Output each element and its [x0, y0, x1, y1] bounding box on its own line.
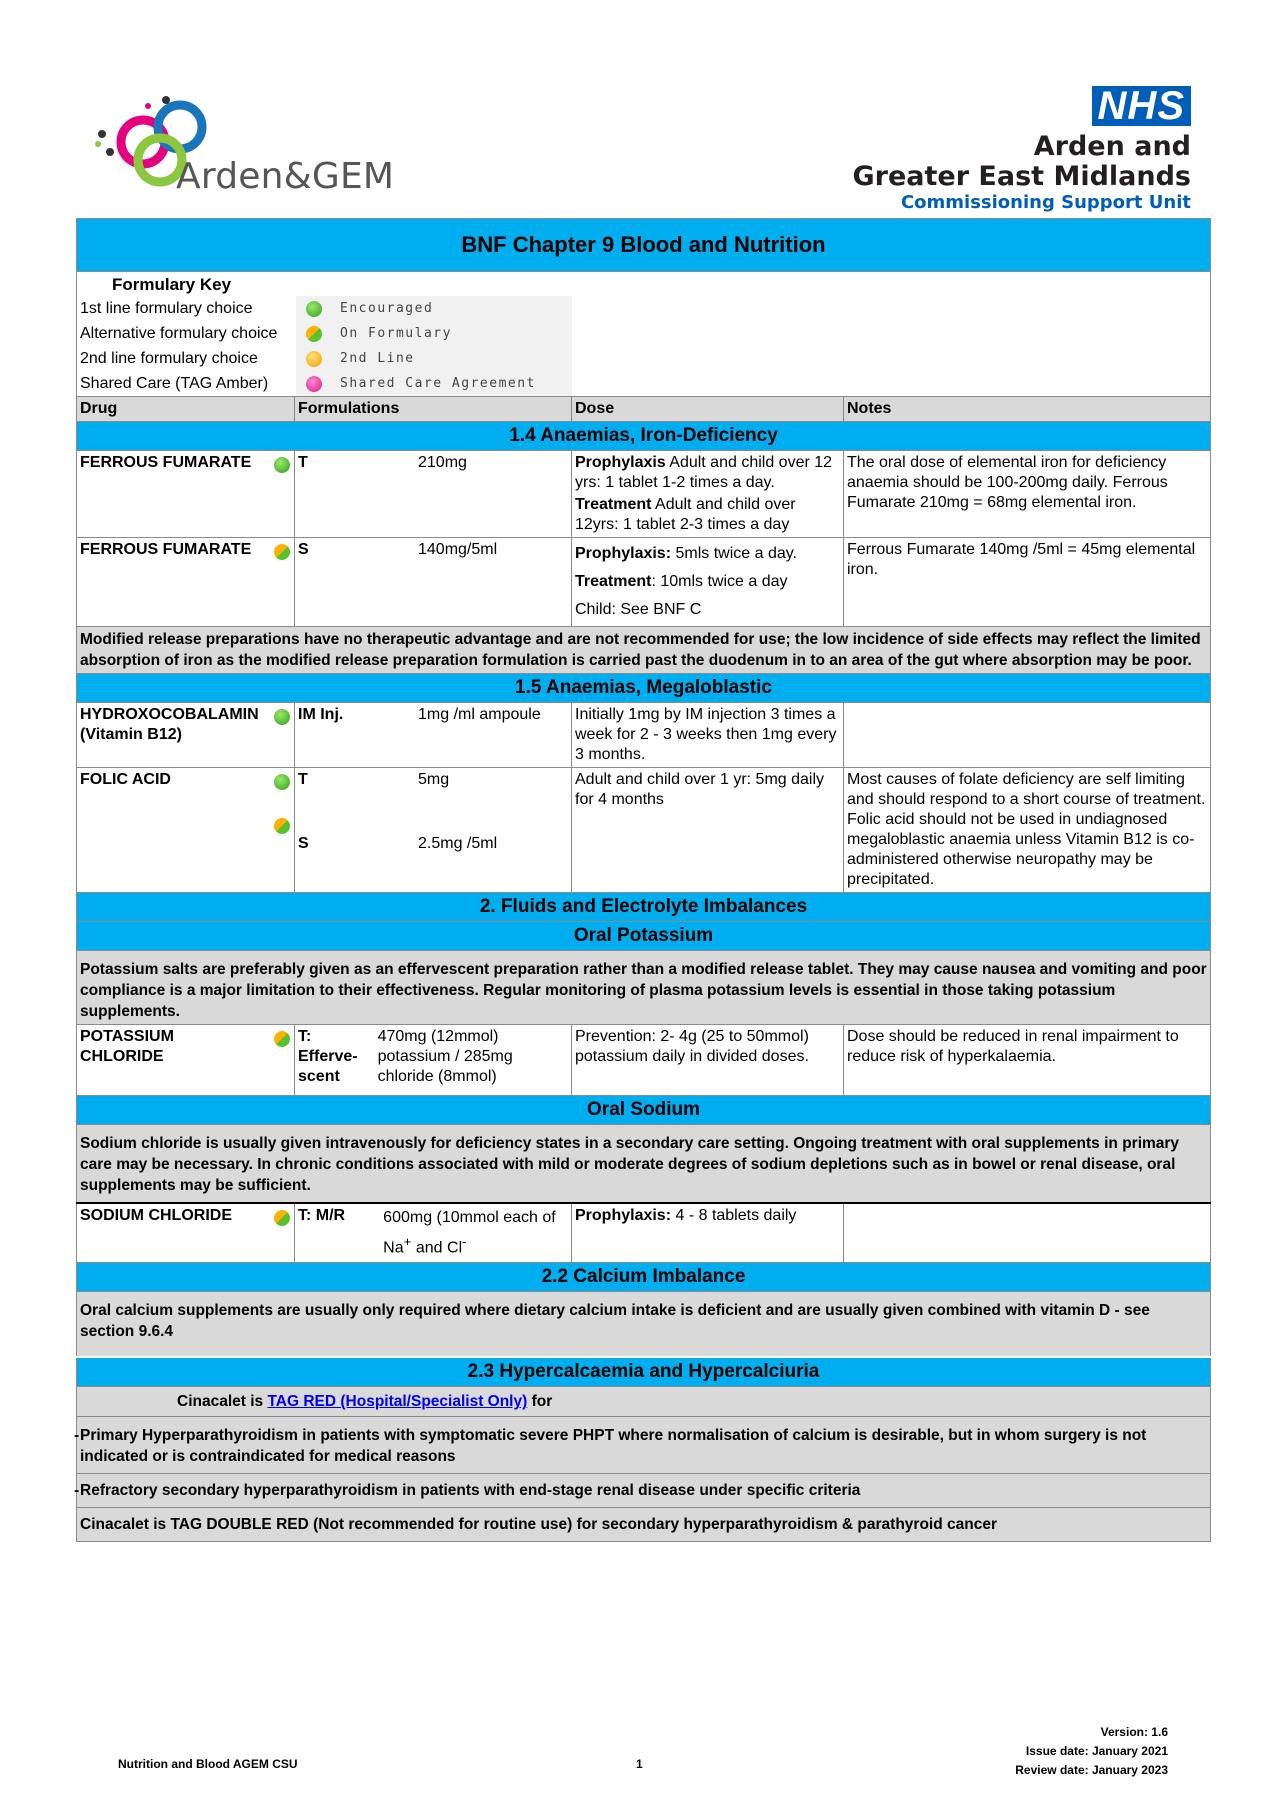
- notes-text: Most causes of folate deficiency are self limiting and should respond to a short course of treatment. Folic acid should not be used in undiagnosed megaloblastic anaemia unless Vitamin B12 is co-administered otherwise neuropathy may be precipitated.: [844, 768, 1211, 893]
- cinacalet-double-red: Cinacalet is TAG DOUBLE RED (Not recommended for routine use) for secondary hyperparathyroidism & parathyroid cancer: [77, 1508, 1211, 1542]
- formulation-code: S: [298, 835, 309, 852]
- cinacalet-bullet-2: - Refractory secondary hyperparathyroidism in patients with end-stage renal disease under specific criteria: [77, 1474, 1211, 1508]
- nhs-org-line2: Greater East Midlands: [852, 161, 1191, 192]
- encouraged-icon: [274, 774, 290, 790]
- formulation-code: T: Efferve-scent: [298, 1028, 358, 1085]
- dose-text: 5mls twice a day.: [671, 545, 797, 562]
- footer-page-number: 1: [636, 1757, 643, 1771]
- section-1-4-title: 1.4 Anaemias, Iron-Deficiency: [77, 422, 1211, 451]
- notes-text: [844, 1203, 1211, 1263]
- dose-label: Prophylaxis: [575, 454, 666, 471]
- key-legend: [296, 296, 571, 396]
- section-2-3-title: 2.3 Hypercalcaemia and Hypercalciuria: [77, 1357, 1211, 1387]
- dose-label: Treatment: [575, 496, 652, 513]
- formulation-strength: 470mg (12mmol) potassium / 285mg chloride (8mmol): [377, 1028, 513, 1085]
- formulary-table: [76, 218, 1211, 1542]
- section-1-4-note: Modified release preparations have no therapeutic advantage and are not recommended for use; the low incidence of side effects may reflect the limited absorption of iron as the modified release preparation formulation is carried past the duodenum in to an area of the gut where absorption may be poor.: [77, 627, 1211, 674]
- formulation-code: T: [298, 771, 308, 788]
- cinacalet-intro: Cinacalet is: [177, 1393, 268, 1411]
- footer-version: Version: 1.6: [1100, 1725, 1168, 1739]
- drug-name: POTASSIUM CHLORIDE: [80, 1028, 174, 1065]
- drug-name: FERROUS FUMARATE: [80, 454, 252, 471]
- col-dose: Dose: [572, 397, 844, 422]
- col-drug: Drug: [77, 397, 295, 422]
- on-formulary-icon: [274, 818, 290, 834]
- nhs-badge: NHS: [1092, 86, 1191, 126]
- nhs-org-line3: Commissioning Support Unit: [900, 192, 1191, 213]
- column-headers: [77, 397, 1211, 422]
- formulation-strength: 140mg/5ml: [418, 541, 498, 558]
- table-row: [77, 1203, 1211, 1263]
- table-row: [77, 538, 1211, 627]
- drug-name: FOLIC ACID: [80, 771, 171, 788]
- oral-sodium-title: Oral Sodium: [77, 1096, 1211, 1125]
- notes-text: Dose should be reduced in renal impairment to reduce risk of hyperkalaemia.: [844, 1025, 1211, 1096]
- footer-version-block: [1015, 1723, 1168, 1780]
- dose-text: Adult and child over 1 yr: 5mg daily for 4 months: [572, 768, 844, 893]
- legend-shared-care: Shared Care Agreement: [340, 376, 536, 391]
- table-row: [77, 451, 1211, 538]
- notes-text: Ferrous Fumarate 140mg /5ml = 45mg elemental iron.: [844, 538, 1211, 627]
- formulation-code: S: [298, 541, 309, 558]
- nhs-org-line1: Arden and: [1033, 131, 1191, 162]
- on-formulary-icon: [274, 1210, 290, 1226]
- table-row: [77, 768, 1211, 893]
- drug-name: SODIUM CHLORIDE: [80, 1207, 232, 1224]
- 2nd-line-icon: [306, 351, 322, 367]
- formulation-strength: 1mg /ml ampoule: [418, 706, 541, 723]
- formulation-code: T: M/R: [298, 1207, 346, 1224]
- on-formulary-icon: [274, 544, 290, 560]
- agem-logo-text: Arden&GEM: [176, 156, 395, 197]
- on-formulary-icon: [274, 1031, 290, 1047]
- dose-label: Treatment: [575, 573, 652, 590]
- formulation-code: T: [298, 454, 308, 471]
- shared-care-icon: [306, 376, 322, 392]
- drug-name: FERROUS FUMARATE: [80, 541, 252, 558]
- key-label-1st-line: 1st line formulary choice: [80, 300, 253, 317]
- dose-text: 4 - 8 tablets daily: [671, 1207, 797, 1224]
- formulary-key: [77, 272, 1211, 397]
- notes-text: [844, 703, 1211, 768]
- key-heading: Formulary Key: [112, 275, 232, 294]
- encouraged-icon: [274, 457, 290, 473]
- footer-review-date: Review date: January 2023: [1015, 1763, 1168, 1777]
- formulation-code: IM Inj.: [298, 706, 344, 723]
- encouraged-icon: [306, 301, 322, 317]
- section-2-2-title: 2.2 Calcium Imbalance: [77, 1263, 1211, 1292]
- oral-potassium-note: Potassium salts are preferably given as an effervescent preparation rather than a modified release tablet. They may cause nausea and vomiting and poor compliance is a major limitation to their effectiveness. Regular monitoring of plasma potassium levels is essential in those taking potassium supplements.: [77, 951, 1211, 1025]
- table-row: [77, 703, 1211, 768]
- formulation-sup: -: [462, 1234, 467, 1249]
- dose-text: Child: See BNF C: [575, 601, 702, 618]
- formulation-strength: 600mg (10mmol each of Na: [383, 1209, 556, 1257]
- tag-red-link[interactable]: TAG RED (Hospital/Specialist Only): [267, 1393, 528, 1411]
- col-formulations: Formulations: [295, 397, 572, 422]
- footer-issue-date: Issue date: January 2021: [1025, 1744, 1168, 1758]
- dose-text: : 10mls twice a day: [651, 573, 788, 590]
- section-2-2-note: Oral calcium supplements are usually only required where dietary calcium intake is deficient and are usually given combined with vitamin D - see section 9.6.4: [77, 1292, 1211, 1358]
- section-1-5-title: 1.5 Anaemias, Megaloblastic: [77, 674, 1211, 703]
- legend-2nd-line: 2nd Line: [340, 351, 415, 366]
- section-2-title: 2. Fluids and Electrolyte Imbalances: [77, 893, 1211, 922]
- dose-label: Prophylaxis:: [575, 1207, 672, 1224]
- page-title: BNF Chapter 9 Blood and Nutrition: [77, 219, 1211, 272]
- dose-label: Prophylaxis:: [575, 545, 672, 562]
- formulation-strength: 5mg: [418, 771, 450, 788]
- dose-text: Adult and child over 12yrs: 1 tablet 2-3 times a day: [575, 496, 796, 533]
- drug-name: HYDROXOCOBALAMIN (Vitamin B12): [80, 706, 259, 743]
- formulation-sup: +: [403, 1234, 412, 1249]
- dose-text: Adult and child over 12 yrs: 1 tablet 1-2 times a day.: [575, 454, 833, 491]
- oral-potassium-title: Oral Potassium: [77, 922, 1211, 951]
- formulation-strength: and Cl: [411, 1239, 463, 1257]
- on-formulary-icon: [306, 326, 322, 342]
- col-notes: Notes: [844, 397, 1211, 422]
- cinacalet-bullet-1: - Primary Hyperparathyroidism in patients with symptomatic severe PHPT where normalisation of calcium is desirable, but in whom surgery is not indicated or is contraindicated for medical reasons: [77, 1417, 1211, 1474]
- notes-text: The oral dose of elemental iron for deficiency anaemia should be 100-200mg daily. Ferrous Fumarate 210mg = 68mg elemental iron.: [844, 451, 1211, 538]
- footer-doc-name: Nutrition and Blood AGEM CSU: [118, 1757, 298, 1771]
- key-label-shared-care: Shared Care (TAG Amber): [80, 375, 269, 392]
- dose-text: Prevention: 2- 4g (25 to 50mmol) potassium daily in divided doses.: [572, 1025, 844, 1096]
- formulation-strength: 210mg: [418, 454, 467, 471]
- legend-on-formulary: On Formulary: [340, 326, 452, 341]
- legend-encouraged: Encouraged: [340, 301, 434, 316]
- formulary-document: [76, 218, 1210, 1542]
- key-label-2nd-line: 2nd line formulary choice: [80, 350, 258, 367]
- key-label-alternative: Alternative formulary choice: [80, 325, 278, 342]
- oral-sodium-note: Sodium chloride is usually given intravenously for deficiency states in a secondary care setting. Ongoing treatment with oral supplements in primary care may be necessary. In chronic conditions associated with mild or moderate degrees of sodium depletions such as in bowel or renal disease, oral supplements may be sufficient.: [77, 1125, 1211, 1204]
- formulation-strength: 2.5mg /5ml: [418, 835, 498, 852]
- dose-text: Initially 1mg by IM injection 3 times a week for 2 - 3 weeks then 1mg every 3 months.: [572, 703, 844, 768]
- nhs-logo: [791, 86, 1191, 214]
- agem-logo: [88, 92, 395, 204]
- cinacalet-intro-end: for: [527, 1393, 553, 1411]
- table-row: [77, 1025, 1211, 1096]
- encouraged-icon: [274, 709, 290, 725]
